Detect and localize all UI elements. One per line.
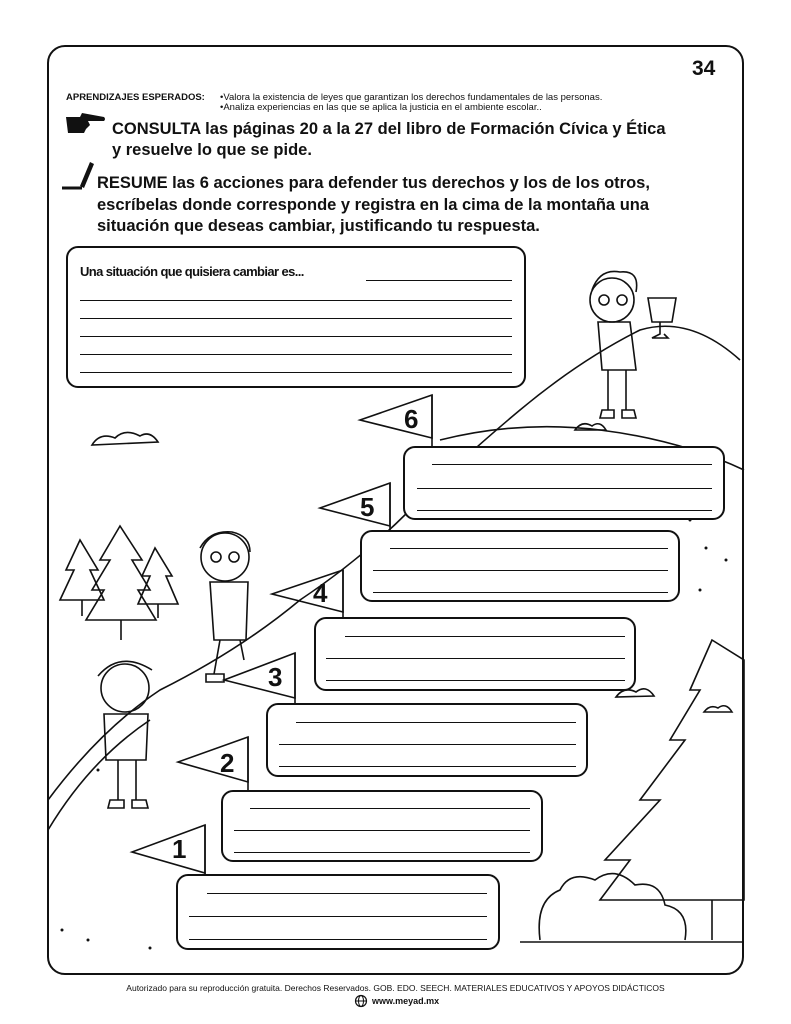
globe-icon bbox=[354, 994, 368, 1008]
step-line[interactable] bbox=[417, 510, 712, 511]
situation-line[interactable] bbox=[80, 318, 512, 319]
step-line[interactable] bbox=[432, 464, 712, 465]
situation-label: Una situación que quisiera cambiar es... bbox=[80, 264, 304, 279]
step-line[interactable] bbox=[326, 658, 625, 659]
step-line[interactable] bbox=[417, 488, 712, 489]
step-line[interactable] bbox=[345, 636, 625, 637]
page-number: 34 bbox=[692, 57, 716, 80]
flag-number-2: 2 bbox=[220, 748, 235, 778]
step-line[interactable] bbox=[207, 893, 487, 894]
step-line[interactable] bbox=[189, 939, 487, 940]
step-line[interactable] bbox=[326, 680, 625, 681]
flag-number-4: 4 bbox=[313, 578, 328, 608]
resume-line-1: RESUME las 6 acciones para defender tus derechos y los de los otros, bbox=[97, 174, 650, 192]
step-line[interactable] bbox=[373, 570, 668, 571]
step-line[interactable] bbox=[234, 852, 530, 853]
aprendizaje-item-1: •Valora la existencia de leyes que garantizan los derechos fundamentales de las personas. bbox=[220, 92, 603, 103]
step-line[interactable] bbox=[373, 592, 668, 593]
flag-number-3: 3 bbox=[268, 662, 283, 692]
step-line[interactable] bbox=[250, 808, 530, 809]
situation-line[interactable] bbox=[80, 336, 512, 337]
consulta-line-1: CONSULTA las páginas 20 a la 27 del libro de Formación Cívica y Ética bbox=[112, 120, 666, 138]
consulta-line-2: y resuelve lo que se pide. bbox=[112, 141, 312, 159]
flag-number-1: 1 bbox=[172, 834, 187, 864]
step-line[interactable] bbox=[296, 722, 576, 723]
aprendizajes-label: APRENDIZAJES ESPERADOS: bbox=[66, 92, 205, 103]
situation-line[interactable] bbox=[80, 354, 512, 355]
footer-authorization: Autorizado para su reproducción gratuita. Derechos Reservados. GOB. EDO. SEECH. MATERIALES EDUCATIVOS Y APOYOS DIDÁCTICOS bbox=[126, 983, 665, 993]
step-line[interactable] bbox=[234, 830, 530, 831]
situation-line[interactable] bbox=[80, 372, 512, 373]
aprendizaje-item-2: •Analiza experiencias en las que se aplica la justicia en el ambiente escolar.. bbox=[220, 102, 542, 113]
step-line[interactable] bbox=[189, 916, 487, 917]
step-line[interactable] bbox=[390, 548, 668, 549]
situation-line[interactable] bbox=[366, 280, 512, 281]
resume-line-2: escríbelas donde corresponde y registra en la cima de la montaña una bbox=[97, 196, 650, 214]
situation-line[interactable] bbox=[80, 300, 512, 301]
step-line[interactable] bbox=[279, 766, 576, 767]
resume-line-3: situación que deseas cambiar, justificando tu respuesta. bbox=[97, 217, 540, 235]
flag-number-5: 5 bbox=[360, 492, 375, 522]
footer-website-link[interactable]: www.meyad.mx bbox=[372, 996, 440, 1006]
flag-number-6: 6 bbox=[404, 404, 419, 434]
step-line[interactable] bbox=[279, 744, 576, 745]
step-box-6 bbox=[403, 446, 725, 520]
